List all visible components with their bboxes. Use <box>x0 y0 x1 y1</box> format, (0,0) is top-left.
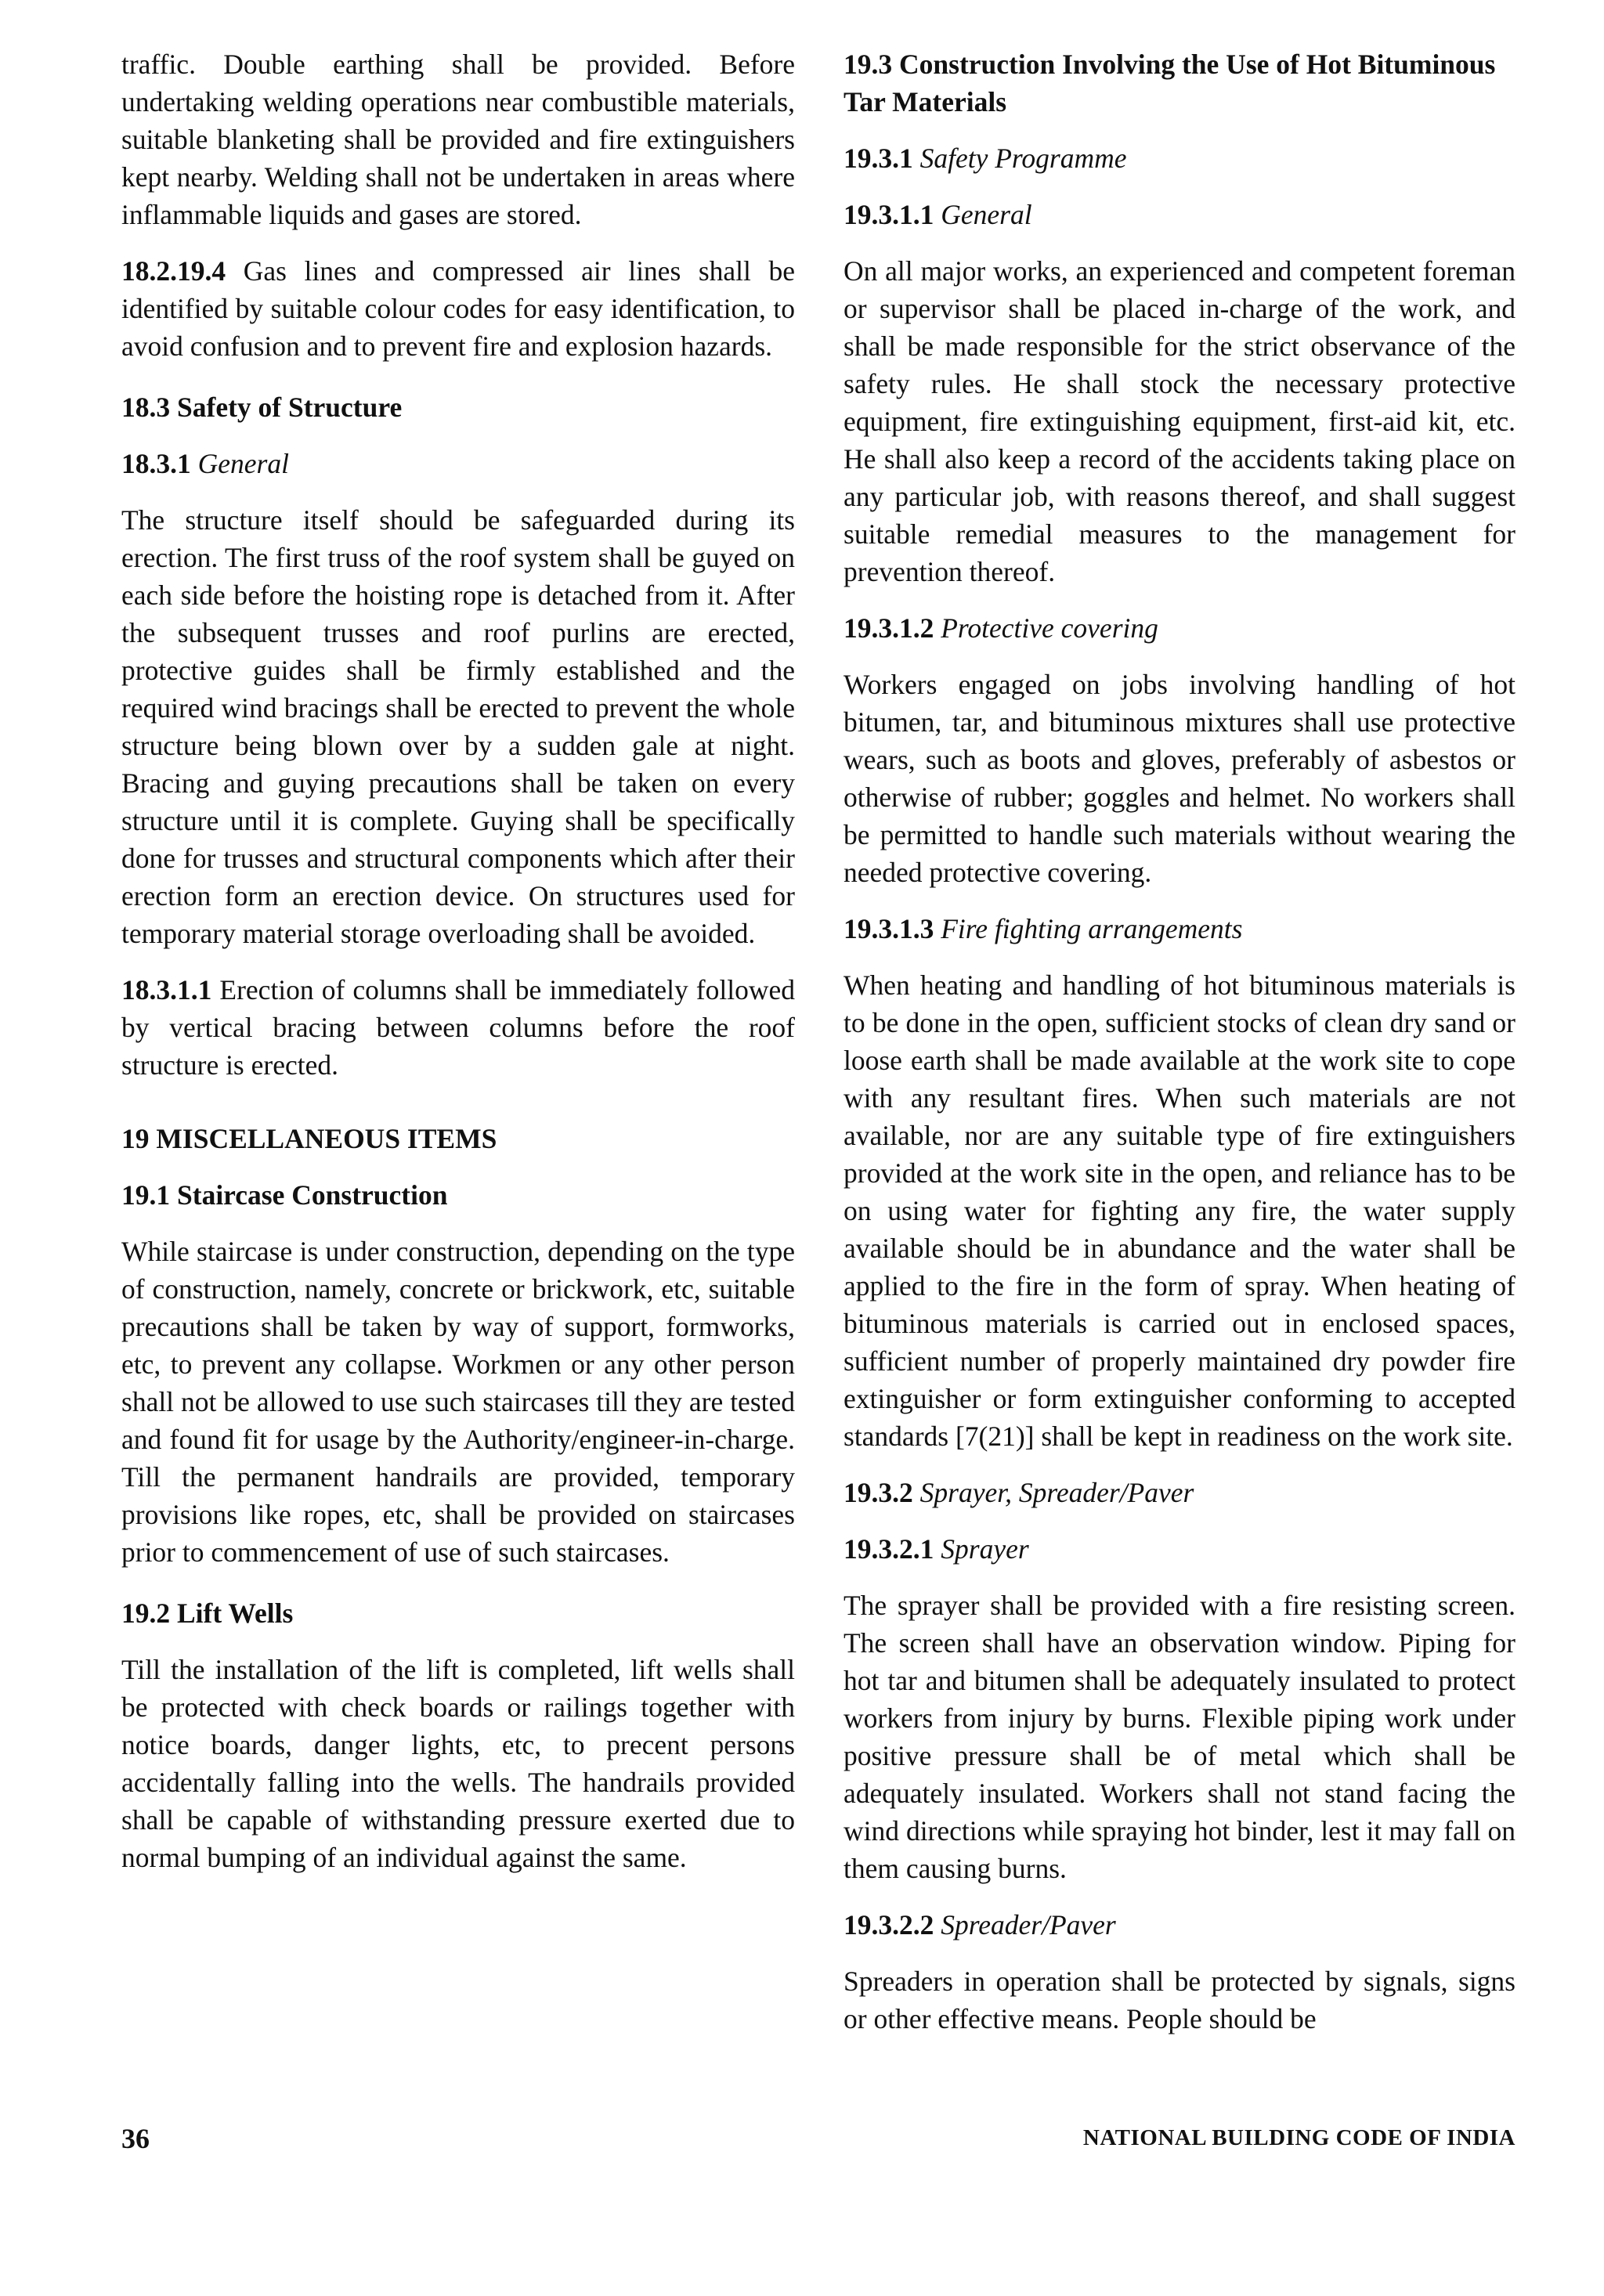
clause-number: 19.3.1.1 <box>844 199 934 230</box>
clause-number: 18.3.1.1 <box>121 974 212 1005</box>
clause-title: Spreader/Paver <box>941 1909 1116 1940</box>
paragraph-19-3-1-3: When heating and handling of hot bituminous materials is to be done in the open, sufficient stocks of clean dry sand or loose earth shall be made available at the work site to cope with any resultant fires. When such materials are not available, nor are any suitable type of fire extinguishers provided at the work site in the open, and reliance has to be on using water for fighting any fire, the water supply available should be in abundance and the water shall be applied to the fire in the form of spray. When heating of bituminous materials is carried out in enclosed spaces, sufficient number of properly maintained dry powder fire extinguisher or form extinguisher conforming to accepted standards [7(21)] shall be kept in readiness on the work site. <box>844 969 1515 1452</box>
clause-title: Sprayer <box>941 1533 1029 1565</box>
clause-title: Protective covering <box>941 612 1158 644</box>
right-column <box>844 45 1515 2038</box>
clause-number: 18.2.19.4 <box>121 255 226 287</box>
paragraph-19-2: Till the installation of the lift is completed, lift wells shall be protected with check boards or railings together with notice boards, danger lights, etc, to precent persons accidentally falling into the wells. The handrails provided shall be capable of withstanding pressure exerted due to normal bumping of an individual against the same. <box>121 1654 795 1873</box>
heading-19-3-1-1 <box>844 196 1515 233</box>
page-number: 36 <box>121 2123 150 2154</box>
paragraph-19-1: While staircase is under construction, depending on the type of construction, namely, concrete or brickwork, etc, suitable precautions shall be taken by way of support, formworks, etc, to prevent any collapse. Workmen or any other person shall not be allowed to use such staircases till they are tested and found fit for usage by the Authority/engineer-in-charge. Till the permanent handrails are provided, temporary provisions like ropes, etc, shall be provided on staircases prior to commencement of use of such staircases. <box>121 1236 795 1568</box>
paragraph-19-3-2-1: The sprayer shall be provided with a fire resisting screen. The screen shall have an observation window. Piping for hot tar and bitumen shall be adequately insulated to protect workers from injury by burns. Flexible piping work under positive pressure shall be of metal which shall be adequately insulated. Workers shall not stand facing the wind directions while spraying hot binder, lest it may fall on them causing burns. <box>844 1590 1515 1884</box>
heading-19-1: 19.1 Staircase Construction <box>121 1179 448 1211</box>
clause-text: Erection of columns shall be immediately followed by vertical bracing between columns before the roof structure is erected. <box>121 974 795 1081</box>
clause-title: General <box>941 199 1032 230</box>
clause-18-3-1-1 <box>121 971 795 1084</box>
clause-title: Safety Programme <box>919 143 1127 174</box>
paragraph-19-3-2-2: Spreaders in operation shall be protected by signals, signs or other effective means. People should be <box>844 1966 1515 2034</box>
heading-19-3: 19.3 Construction Involving the Use of Hot Bituminous Tar Materials <box>844 49 1496 117</box>
paragraph-19-3-1-2: Workers engaged on jobs involving handling of hot bitumen, tar, and bituminous mixtures shall use protective wears, such as boots and gloves, preferably of asbestos or otherwise of rubber; goggles and helmet. No workers shall be permitted to handle such materials without wearing the needed protective covering. <box>844 669 1515 888</box>
paragraph-continuation: traffic. Double earthing shall be provided. Before undertaking welding operations near combustible materials, suitable blanketing shall be provided and fire extinguishers kept nearby. Welding shall not be undertaken in areas where inflammable liquids and gases are stored. <box>121 49 795 230</box>
heading-19-3-2 <box>844 1474 1515 1511</box>
heading-19: 19 MISCELLANEOUS ITEMS <box>121 1123 497 1154</box>
clause-title: Fire fighting arrangements <box>941 913 1243 944</box>
document-title: NATIONAL BUILDING CODE OF INDIA <box>1082 2125 1515 2150</box>
clause-title: General <box>197 448 289 479</box>
clause-title: Sprayer, Spreader/Paver <box>919 1477 1194 1508</box>
clause-number: 19.3.2.2 <box>844 1909 934 1940</box>
heading-19-2: 19.2 Lift Wells <box>121 1597 294 1629</box>
clause-text: Gas lines and compressed air lines shall be identified by suitable colour codes for easy identification, to avoid confusion and to prevent fire and explosion hazards. <box>121 255 795 362</box>
page-footer <box>121 2122 1515 2161</box>
clause-number: 19.3.2.1 <box>844 1533 934 1565</box>
clause-number: 19.3.1.3 <box>844 913 934 944</box>
heading-18-3-1 <box>121 445 795 482</box>
heading-19-3-2-1 <box>844 1530 1515 1568</box>
clause-number: 19.3.1.2 <box>844 612 934 644</box>
heading-19-3-2-2 <box>844 1906 1515 1944</box>
clause-18-2-19-4 <box>121 252 795 365</box>
heading-19-3-1-3 <box>844 910 1515 948</box>
heading-18-3: 18.3 Safety of Structure <box>121 392 403 423</box>
clause-number: 19.3.2 <box>844 1477 913 1508</box>
paragraph-19-3-1-1: On all major works, an experienced and competent foreman or supervisor shall be placed in-charge of the work, and shall be made responsible for the strict observance of the safety rules. He shall stock the necessary protective equipment, fire extinguishing equipment, first-aid kit, etc. He shall also keep a record of the accidents taking place on any particular job, with reasons thereof, and shall suggest suitable remedial measures to the management for prevention thereof. <box>844 255 1515 587</box>
heading-19-3-1 <box>844 139 1515 177</box>
clause-number: 18.3.1 <box>121 448 191 479</box>
paragraph-18-3-1: The structure itself should be safeguarded during its erection. The first truss of the roof system shall be guyed on each side before the hoisting rope is detached from it. After the subsequent trusses and roof purlins are erected, protective guides shall be firmly established and the required wind bracings shall be erected to prevent the whole structure being blown over by a sudden gale at night. Bracing and guying precautions shall be taken on every structure until it is complete. Guying shall be specifically done for trusses and structural components which after their erection form an erection device. On structures used for temporary material storage overloading shall be avoided. <box>121 504 795 949</box>
heading-19-3-1-2 <box>844 609 1515 647</box>
left-column <box>121 45 795 1876</box>
clause-number: 19.3.1 <box>844 143 913 174</box>
